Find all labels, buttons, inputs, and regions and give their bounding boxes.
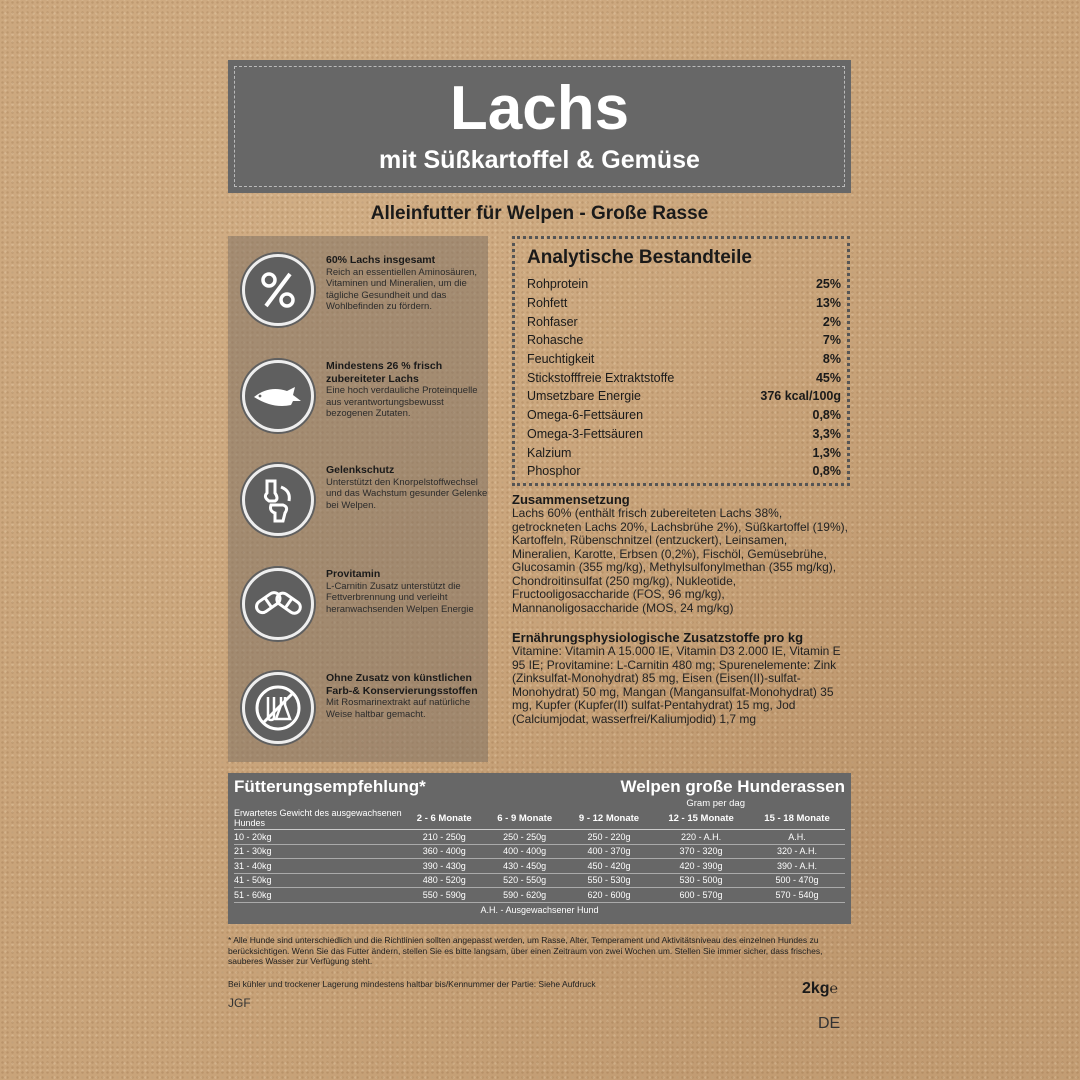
table-cell: A.H.	[749, 830, 845, 845]
analytics-value: 2%	[822, 314, 841, 329]
no-chemicals-icon	[242, 672, 314, 744]
joint-icon	[242, 464, 314, 536]
table-row	[234, 888, 845, 903]
feature-item	[242, 464, 488, 544]
feeding-table-panel	[228, 773, 851, 924]
analytics-value: 25%	[815, 277, 841, 292]
feature-desc: Reich an essentiellen Aminosäuren, Vitaminen und Mineralien, um die tägliche Gesundheit und das Wohlbefinden zu fördern.	[326, 266, 478, 312]
feature-desc: Eine hoch verdauliche Proteinquelle aus verantwortungsbewusst bezogenen Zutaten.	[326, 385, 478, 419]
analytics-name: Rohasche	[527, 333, 584, 348]
country-code: DE	[818, 1015, 841, 1032]
feature-item	[242, 672, 488, 752]
table-cell: 360 - 400g	[404, 844, 484, 859]
net-weight	[802, 980, 838, 998]
analytics-value: 0,8%	[812, 408, 841, 423]
column-header: 12 - 15 Monate	[653, 807, 749, 830]
analytics-row	[527, 462, 841, 481]
table-row	[234, 873, 845, 888]
table-cell: 370 - 320g	[653, 844, 749, 859]
table-cell: 250 - 250g	[484, 830, 564, 845]
analytics-title: Analytische Bestandteile	[527, 247, 752, 268]
table-cell: 250 - 220g	[565, 830, 653, 845]
column-header: 15 - 18 Monate	[749, 807, 845, 830]
analytics-name: Rohfaser	[527, 314, 578, 329]
estimated-sign: ℮	[829, 980, 838, 996]
feeding-table	[234, 807, 845, 903]
feature-item	[242, 568, 488, 648]
table-cell: 500 - 470g	[749, 873, 845, 888]
feature-title: Gelenkschutz	[326, 464, 395, 476]
feature-title: Provitamin	[326, 568, 381, 580]
analytics-name: Umsetzbare Energie	[527, 389, 641, 404]
feeding-note: * Alle Hunde sind unterschiedlich und die Richtlinien sollten angepasst werden, um Rasse, Alter, Temperament und Aktivitätsniveau des einzelnen Hundes zu berücksichtigen. Wenn Sie das Futter ändern, stellen Sie es bitte langsam, über einen Zeitraum von zwei Wochen um. Stellen Sie immer sicher, dass frisches, sauberes Wasser zur Verfügung steht.	[228, 935, 823, 966]
title-banner	[228, 60, 851, 193]
table-cell: 220 - A.H.	[653, 830, 749, 845]
table-cell: 210 - 250g	[404, 830, 484, 845]
column-header: 6 - 9 Monate	[484, 807, 564, 830]
table-row	[234, 844, 845, 859]
feeding-title: Fütterungsempfehlung*	[234, 777, 426, 796]
feature-desc: Mit Rosmarinextrakt auf natürliche Weise haltbar gemacht.	[326, 697, 471, 720]
product-title: Lachs	[449, 74, 630, 143]
analytics-name: Rohfett	[527, 296, 568, 311]
feature-desc: Unterstützt den Knorpelstoffwechsel und das Wachstum gesunder Gelenke bei Welpen.	[326, 476, 488, 511]
table-cell: 31 - 40kg	[234, 859, 404, 874]
table-cell: 450 - 420g	[565, 859, 653, 874]
analytics-value: 45%	[815, 370, 841, 385]
feeding-footnote: A.H. - Ausgewachsener Hund	[480, 904, 599, 915]
feeding-unit: Gram per dag	[686, 798, 745, 809]
analytics-row	[527, 425, 841, 444]
features-panel	[228, 236, 488, 762]
table-cell: 480 - 520g	[404, 873, 484, 888]
analytics-name: Kalzium	[527, 445, 572, 460]
salmon-icon	[242, 360, 314, 432]
analytics-name: Omega-3-Fettsäuren	[527, 426, 644, 441]
table-row	[234, 859, 845, 874]
analytics-row	[527, 312, 841, 331]
analytics-box	[512, 236, 850, 486]
table-cell: 41 - 50kg	[234, 873, 404, 888]
additives-section	[512, 630, 848, 726]
analytics-name: Rohprotein	[527, 277, 589, 292]
table-header-row	[234, 807, 845, 830]
table-cell: 390 - A.H.	[749, 859, 845, 874]
table-cell: 570 - 540g	[749, 888, 845, 903]
table-cell: 10 - 20kg	[234, 830, 404, 845]
table-row	[234, 830, 845, 845]
table-cell: 600 - 570g	[653, 888, 749, 903]
table-cell: 530 - 500g	[653, 873, 749, 888]
column-header: 2 - 6 Monate	[404, 807, 484, 830]
product-subtitle: mit Süßkartoffel & Gemüse	[379, 146, 700, 174]
table-cell: 430 - 450g	[484, 859, 564, 874]
storage-note: Bei kühler und trockener Lagerung mindestens haltbar bis/Kennummer der Partie: Siehe Aufdruck	[228, 979, 596, 989]
table-cell: 390 - 430g	[404, 859, 484, 874]
jgf-label: JGF	[228, 996, 251, 1010]
title-frame	[234, 66, 845, 187]
capsule-icon	[242, 568, 314, 640]
table-cell: 420 - 390g	[653, 859, 749, 874]
table-cell: 620 - 600g	[565, 888, 653, 903]
composition-text: Lachs 60% (enthält frisch zubereiteten Lachs 38%, getrockneten Lachs 20%, Lachsbrühe 2%), Süßkartoffel (19%), Kartoffeln, Rübenschnitzel (entzuckert), Leinsamen, Mineralien, Karotte, Erbsen (0,2%), Fischöl, Gemüsebrühe, Glucosamin (355 mg/kg), Methylsulfonylmethan (355 mg/kg), Chondroitinsulfat (250 mg/kg), Nukleotide, Fructooligosaccharide (FOS, 96 mg/kg), Mannanoligosaccharide (MOS, 24 mg/kg)	[512, 506, 848, 615]
analytics-value: 376 kcal/100g	[760, 389, 841, 404]
feature-item	[242, 254, 488, 334]
composition-title: Zusammensetzung	[512, 492, 630, 507]
feature-title: Mindestens 26 % frisch zubereiteter Lachs	[326, 360, 443, 385]
analytics-value: 1,3%	[812, 445, 841, 460]
analytics-value: 7%	[822, 333, 841, 348]
analytics-value: 0,8%	[812, 464, 841, 479]
additives-text: Vitamine: Vitamin A 15.000 IE, Vitamin D3 2.000 IE, Vitamin E 95 IE; Provitamine: L-Carnitin 480 mg; Spurenelemente: Zink (Zinksulfat-Monohydrat) 85 mg, Eisen (Eisen(II)-sulfat-Monohydrat) 50 mg, Mangan (Mangansulfat-Monohydrat) 35 mg, Kupfer (Kupfer(II) sulfat-Pentahydrat) 15 mg, Jod (Calciumjodat, wasserfrei/Kaliumjodid) 1,7 mg	[512, 644, 841, 726]
analytics-name: Stickstofffreie Extraktstoffe	[527, 370, 675, 385]
analytics-row	[527, 387, 841, 406]
table-cell: 400 - 400g	[484, 844, 564, 859]
percent-icon	[242, 254, 314, 326]
table-cell: 21 - 30kg	[234, 844, 404, 859]
feature-title: 60% Lachs insgesamt	[326, 254, 436, 266]
analytics-row	[527, 294, 841, 313]
product-type: Alleinfutter für Welpen - Große Rasse	[370, 203, 709, 224]
column-header: 9 - 12 Monate	[565, 807, 653, 830]
analytics-row	[527, 331, 841, 350]
table-cell: 51 - 60kg	[234, 888, 404, 903]
analytics-value: 8%	[822, 352, 841, 367]
feature-item	[242, 360, 488, 440]
analytics-name: Phosphor	[527, 464, 581, 479]
analytics-name: Omega-6-Fettsäuren	[527, 408, 644, 423]
composition-section	[512, 492, 848, 615]
analytics-row	[527, 406, 841, 425]
table-cell: 590 - 620g	[484, 888, 564, 903]
analytics-value: 13%	[815, 296, 841, 311]
analytics-name: Feuchtigkeit	[527, 352, 595, 367]
feeding-subtitle: Welpen große Hunderassen	[620, 777, 845, 796]
analytics-value: 3,3%	[812, 426, 841, 441]
table-cell: 400 - 370g	[565, 844, 653, 859]
column-header: Erwartetes Gewicht des ausgewachsenen Hundes	[234, 807, 404, 830]
analytics-row	[527, 275, 841, 294]
feature-desc: L-Carnitin Zusatz unterstützt die Fettverbrennung und verleiht heranwachsenden Welpen Energie	[326, 580, 474, 615]
analytics-row	[527, 368, 841, 387]
analytics-row	[527, 350, 841, 369]
feature-title: Ohne Zusatz von künstlichen Farb-& Konservierungsstoffen	[326, 672, 478, 697]
net-weight-value: 2kg	[802, 980, 830, 997]
table-cell: 320 - A.H.	[749, 844, 845, 859]
table-cell: 550 - 590g	[404, 888, 484, 903]
table-cell: 550 - 530g	[565, 873, 653, 888]
table-cell: 520 - 550g	[484, 873, 564, 888]
additives-title: Ernährungsphysiologische Zusatzstoffe pro kg	[512, 630, 804, 645]
analytics-row	[527, 443, 841, 462]
